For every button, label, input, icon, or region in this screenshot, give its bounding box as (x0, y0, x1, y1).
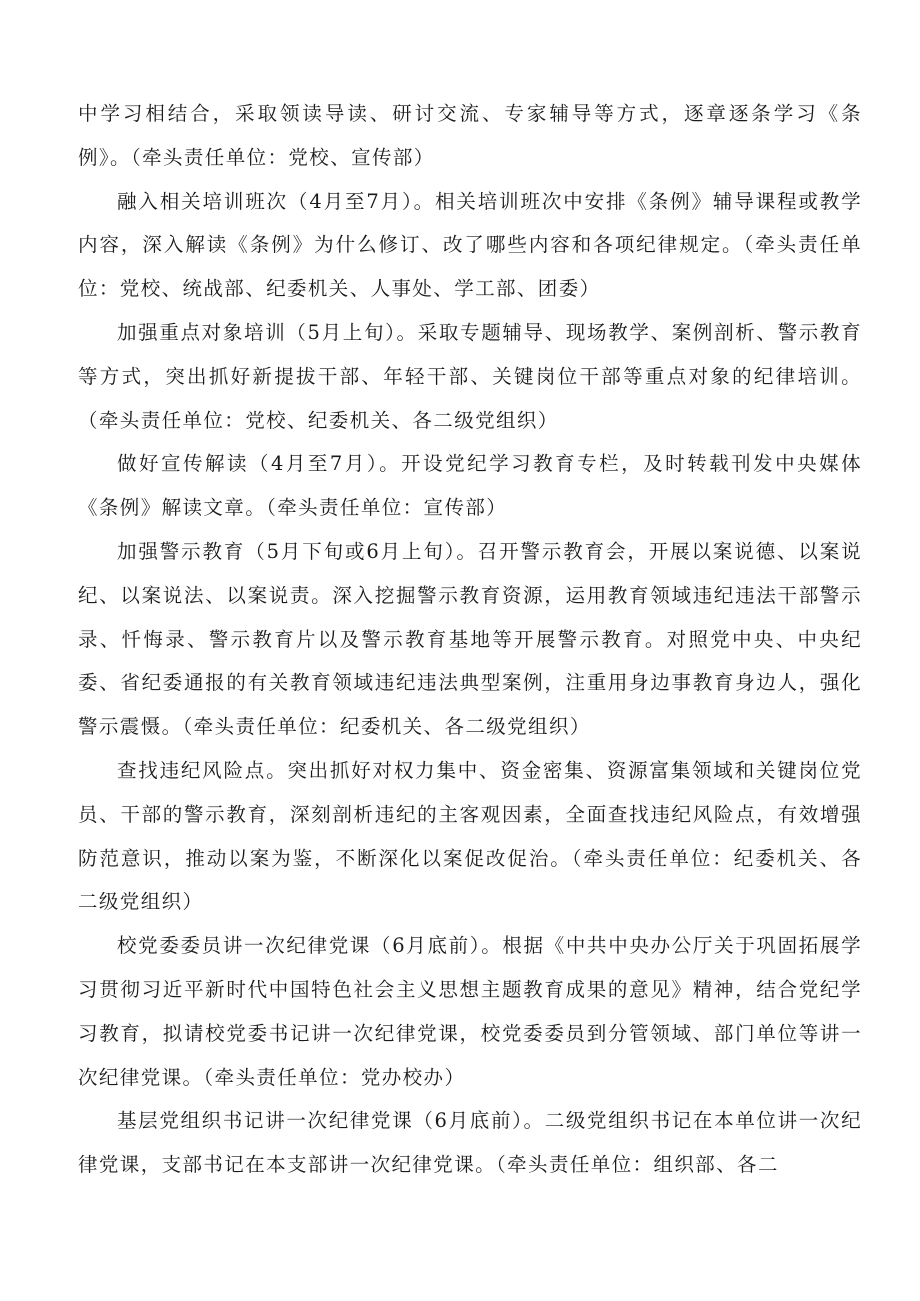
paragraph-grassroots-lectures: 基层党组织书记讲一次纪律党课（6月底前）。二级党组织书记在本单位讲一次纪律党课，支部书记在本支部讲一次纪律党课。（牵头责任单位：组织部、各二 (78, 1109, 862, 1177)
paragraph-committee-lectures: 校党委委员讲一次纪律党课（6月底前）。根据《中共中央办公厅关于巩固拓展学习贯彻习近平新时代中国特色社会主义思想主题教育成果的意见》精神，结合党纪学习教育，拟请校党委书记讲一次纪律党课，校党委委员到分管领域、部门单位等讲一次纪律党课。（牵头责任单位：党办校办） (78, 934, 862, 1089)
paragraph-risk-points: 查找违纪风险点。突出抓好对权力集中、资金密集、资源富集领域和关键岗位党员、干部的警示教育，深刻剖析违纪的主客观因素，全面查找违纪风险点，有效增强防范意识，推动以案为鉴，不断深化以案促改促治。（牵头责任单位：纪委机关、各二级党组织） (78, 758, 862, 914)
paragraph-training-classes: 融入相关培训班次（4月至7月）。相关培训班次中安排《条例》辅导课程或教学内容，深入解读《条例》为什么修订、改了哪些内容和各项纪律规定。（牵头责任单位：党校、统战部、纪委机关、人事处、学工部、团委） (78, 189, 862, 301)
paragraph-warning-education: 加强警示教育（5月下旬或6月上旬）。召开警示教育会，开展以案说德、以案说纪、以案说法、以案说责。深入挖掘警示教育资源，运用教育领域违纪违法干部警示录、忏悔录、警示教育片以及警示教育基地等开展警示教育。对照党中央、中央纪委、省纪委通报的有关教育领域违纪违法典型案例，注重用身边事教育身边人，强化警示震慑。（牵头责任单位：纪委机关、各二级党组织） (78, 539, 862, 739)
document-body (78, 92, 862, 1187)
paragraph-publicity: 做好宣传解读（4月至7月）。开设党纪学习教育专栏，及时转载刊发中央媒体《条例》解读文章。（牵头责任单位：宣传部） (78, 452, 862, 520)
paragraph-key-target-training: 加强重点对象培训（5月上旬）。采取专题辅导、现场教学、案例剖析、警示教育等方式，突出抓好新提拔干部、年轻干部、关键岗位干部等重点对象的纪律培训。（牵头责任单位：党校、纪委机关、各二级党组织） (78, 320, 862, 432)
paragraph-study-methods: 中学习相结合，采取领读导读、研讨交流、专家辅导等方式，逐章逐条学习《条例》。（牵头责任单位：党校、宣传部） (78, 102, 862, 169)
